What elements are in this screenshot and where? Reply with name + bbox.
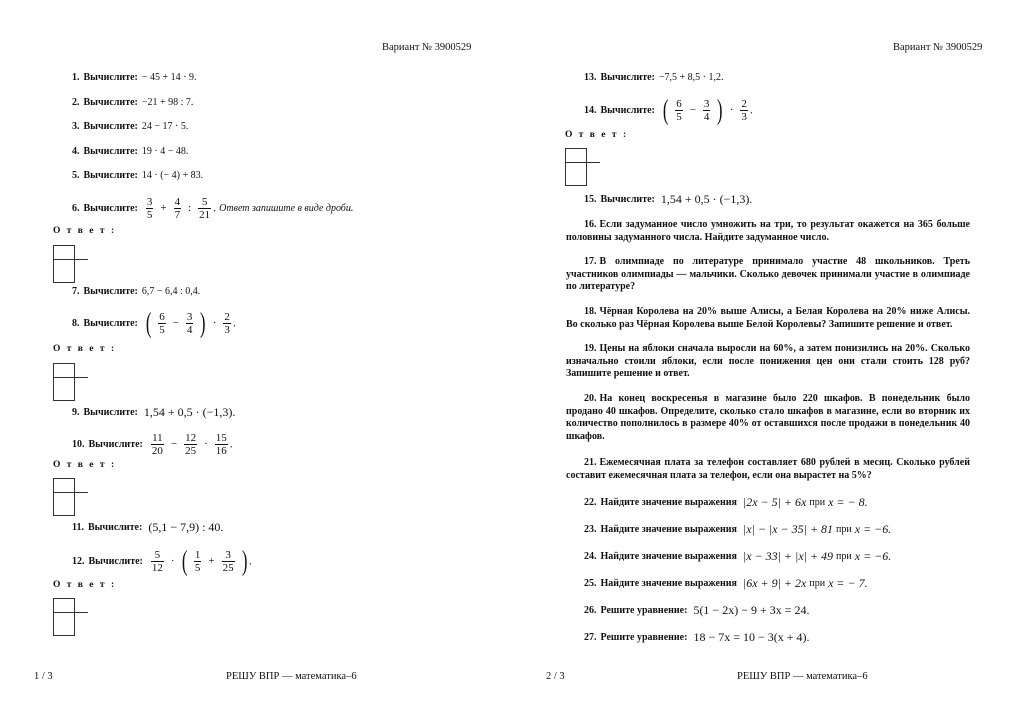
fraction: $\frac{6}{5}$ xyxy=(676,98,682,123)
problem-24 xyxy=(584,549,891,564)
problem-2 xyxy=(72,97,193,108)
problem-number: 24. xyxy=(584,551,597,562)
problem-14: 14. Вычислите: ( $\frac{6}{5}$ − $\frac{3}{4}$ ) · $\frac{2}{3}$ . xyxy=(584,94,753,126)
problem-number: 4. xyxy=(72,146,80,157)
problem-number: 25. xyxy=(584,578,597,589)
problem-text: Цены на яблоки сначала выросли на 60%, а затем понизились на 20%. Сколько изначально стоили яблоки, если после понижения цен они стали стоить 128 руб? Запишите решение и ответ. xyxy=(566,343,970,380)
fraction: $\frac{3}{4}$ xyxy=(703,98,710,123)
problem-number: 19. xyxy=(584,343,597,354)
problem-expression: |6x + 9| + 2x xyxy=(742,576,807,590)
condition-expression: x = −6. xyxy=(854,522,892,536)
problem-number: 14. xyxy=(584,105,597,116)
fraction: $\frac{3}{4}$ xyxy=(186,311,193,336)
problem-number: 16. xyxy=(584,219,597,230)
problem-expression: |x − 33| + |x| + 49 xyxy=(742,549,834,563)
problem-number: 12. xyxy=(72,556,85,567)
problem-label: Найдите значение выражения xyxy=(600,551,737,562)
problem-label: Вычислите: xyxy=(83,97,138,108)
problem-1 xyxy=(72,72,196,83)
problem-number: 10. xyxy=(72,439,85,450)
fraction: $\frac{1}{5}$ xyxy=(194,549,201,574)
problem-label: Вычислите: xyxy=(87,522,143,533)
problem-label: Вычислите: xyxy=(88,439,143,450)
problem-number: 9. xyxy=(72,407,80,418)
answer-box[interactable] xyxy=(53,478,75,516)
answer-label: О т в е т : xyxy=(53,580,117,590)
problem-number: 13. xyxy=(584,72,597,83)
problem-text: Чёрная Королева на 20% выше Алисы, а Белая Королева на 20% ниже Алисы. Во сколько раз Чёрная Королева выше Белой Королевы? Запишите решение и ответ. xyxy=(566,306,970,330)
answer-box[interactable] xyxy=(53,245,75,283)
problem-label: Вычислите: xyxy=(83,407,138,418)
problem-expression: |x| − |x − 35| + 81 xyxy=(742,522,834,536)
fraction: $\frac{5}{21}$ xyxy=(199,196,211,221)
problem-label: Вычислите: xyxy=(83,286,138,297)
problem-expression: 19 · 4 − 48. xyxy=(141,146,189,157)
problem-expression: 1,54 + 0,5 · (−1,3). xyxy=(143,405,236,419)
problem-expression: 14 · (− 4) + 83. xyxy=(141,170,204,181)
problem-21 xyxy=(566,457,970,482)
problem-label: Решите уравнение: xyxy=(600,632,688,643)
answer-box[interactable] xyxy=(565,148,587,186)
problem-number: 18. xyxy=(584,306,597,317)
problem-number: 6. xyxy=(72,203,80,214)
problem-label: Вычислите: xyxy=(600,194,655,205)
problem-number: 11. xyxy=(72,522,84,533)
fraction: $\frac{11}{20}$ xyxy=(151,432,163,457)
problem-number: 17. xyxy=(584,256,597,267)
condition-expression: x = − 8. xyxy=(828,495,868,509)
condition-label: при xyxy=(836,524,852,535)
fraction: $\frac{2}{3}$ xyxy=(741,98,747,123)
problem-label: Найдите значение выражения xyxy=(600,524,737,535)
problem-17 xyxy=(566,256,970,294)
right-page-title: РЕШУ ВПР — математика–6 xyxy=(737,671,868,682)
problem-number: 21. xyxy=(584,457,597,468)
problem-label: Найдите значение выражения xyxy=(600,578,737,589)
fraction: $\frac{3}{25}$ xyxy=(222,549,234,574)
problem-expression: −7,5 + 8,5 · 1,2. xyxy=(658,72,724,83)
problem-label: Решите уравнение: xyxy=(600,605,688,616)
problem-13 xyxy=(584,72,723,83)
problem-15 xyxy=(584,192,752,207)
condition-expression: x = − 7. xyxy=(828,576,868,590)
problem-label: Вычислите: xyxy=(600,72,655,83)
problem-8: 8. Вычислите: ( $\frac{6}{5}$ − $\frac{3}{4}$ ) · $\frac{2}{3}$ . xyxy=(72,307,236,339)
problem-3 xyxy=(72,121,188,132)
problem-number: 3. xyxy=(72,121,80,132)
condition-label: при xyxy=(836,551,852,562)
left-page-number: 1 / 3 xyxy=(34,671,53,682)
problem-label: Вычислите: xyxy=(83,203,138,214)
fraction: $\frac{2}{3}$ xyxy=(224,311,230,336)
problem-6: 6. Вычислите: $\frac{3}{5}$ + $\frac{4}{7}$ : $\frac{5}{21}$ . Ответ запишите в виде дроби. xyxy=(72,196,354,221)
problem-expression: 6,7 − 6,4 : 0,4. xyxy=(141,286,201,297)
problem-expression: − 45 + 14 · 9. xyxy=(141,72,197,83)
condition-label: при xyxy=(809,578,826,589)
problem-number: 27. xyxy=(584,632,597,643)
problem-16 xyxy=(566,219,970,244)
problem-number: 22. xyxy=(584,497,597,508)
problem-9 xyxy=(72,405,235,420)
problem-12: 12. Вычислите: $\frac{5}{12}$ · ( $\frac{1}{5}$ + $\frac{3}{25}$ ) . xyxy=(72,545,252,577)
right-page-variant: Вариант № 3900529 xyxy=(893,42,983,53)
problem-expression: (5,1 − 7,9) : 40. xyxy=(148,520,224,534)
problem-22 xyxy=(584,495,868,510)
fraction: $\frac{3}{5}$ xyxy=(146,196,153,221)
problem-label: Вычислите: xyxy=(83,318,138,329)
fraction: $\frac{5}{12}$ xyxy=(151,549,163,574)
problem-label: Найдите значение выражения xyxy=(600,497,737,508)
problem-number: 1. xyxy=(72,72,80,83)
problem-7 xyxy=(72,286,200,297)
fraction: $\frac{15}{16}$ xyxy=(215,432,227,457)
answer-label: О т в е т : xyxy=(53,226,117,236)
problem-label: Вычислите: xyxy=(88,556,143,567)
fraction: $\frac{12}{25}$ xyxy=(185,432,197,457)
problem-expression: 18 − 7x = 10 − 3(x + 4). xyxy=(693,630,810,644)
problem-number: 2. xyxy=(72,97,80,108)
problem-label: Вычислите: xyxy=(83,146,138,157)
answer-label: О т в е т : xyxy=(53,344,117,354)
right-page-number: 2 / 3 xyxy=(546,671,565,682)
problem-25 xyxy=(584,576,868,591)
problem-label: Вычислите: xyxy=(83,170,138,181)
left-page-title: РЕШУ ВПР — математика–6 xyxy=(226,671,357,682)
problem-label: Вычислите: xyxy=(83,72,138,83)
condition-label: при xyxy=(809,497,826,508)
left-page-variant: Вариант № 3900529 xyxy=(382,42,472,53)
problem-expression: 24 − 17 · 5. xyxy=(141,121,189,132)
problem-26 xyxy=(584,603,810,618)
problem-18 xyxy=(566,306,970,331)
answer-format-note: Ответ запишите в виде дроби. xyxy=(219,203,354,214)
answer-box[interactable] xyxy=(53,363,75,401)
problem-19 xyxy=(566,343,970,381)
answer-box[interactable] xyxy=(53,598,75,636)
problem-expression: 1,54 + 0,5 · (−1,3). xyxy=(660,192,753,206)
problem-5 xyxy=(72,170,203,181)
problem-number: 8. xyxy=(72,318,80,329)
problem-number: 7. xyxy=(72,286,80,297)
problem-10: 10. Вычислите: $\frac{11}{20}$ − $\frac{12}{25}$ · $\frac{15}{16}$ . xyxy=(72,432,233,457)
problem-text: В олимпиаде по литературе принимало участие 48 школьников. Треть участников олимпиады — мальчики. Сколько девочек принимали участие в олимпиаде по литературе? xyxy=(566,256,970,293)
problem-label: Вычислите: xyxy=(83,121,138,132)
problem-23 xyxy=(584,522,891,537)
problem-27 xyxy=(584,630,810,645)
problem-number: 5. xyxy=(72,170,80,181)
problem-number: 23. xyxy=(584,524,597,535)
problem-number: 15. xyxy=(584,194,597,205)
problem-expression: −21 + 98 : 7. xyxy=(141,97,194,108)
problem-expression: 5(1 − 2x) − 9 + 3x = 24. xyxy=(693,603,810,617)
fraction: $\frac{4}{7}$ xyxy=(174,196,181,221)
problem-expression: |2x − 5| + 6x xyxy=(742,495,807,509)
problem-label: Вычислите: xyxy=(600,105,655,116)
problem-20 xyxy=(566,393,970,443)
problem-4 xyxy=(72,146,188,157)
answer-label: О т в е т : xyxy=(53,460,117,470)
problem-text: На конец воскресенья в магазине было 220 шкафов. В понедельник было продано 40 шкафов. Определите, сколько стало шкафов в магазине, если во вторник их количество пополнилось в размере 40% от оставшихся после продажи в понедельник 40 шкафов. xyxy=(566,393,970,442)
problem-text: Ежемесячная плата за телефон составляет 680 рублей в месяц. Сколько рублей составит ежемесячная плата за телефон, если она вырастет на 5%? xyxy=(566,457,970,481)
problem-text: Если задуманное число умножить на три, то результат окажется на 365 больше половины задуманного числа. Найдите задуманное число. xyxy=(566,219,970,243)
problem-number: 26. xyxy=(584,605,597,616)
condition-expression: x = −6. xyxy=(854,549,892,563)
answer-label: О т в е т : xyxy=(565,130,629,140)
problem-number: 20. xyxy=(584,393,597,404)
fraction: $\frac{6}{5}$ xyxy=(159,311,165,336)
problem-11 xyxy=(72,520,223,535)
